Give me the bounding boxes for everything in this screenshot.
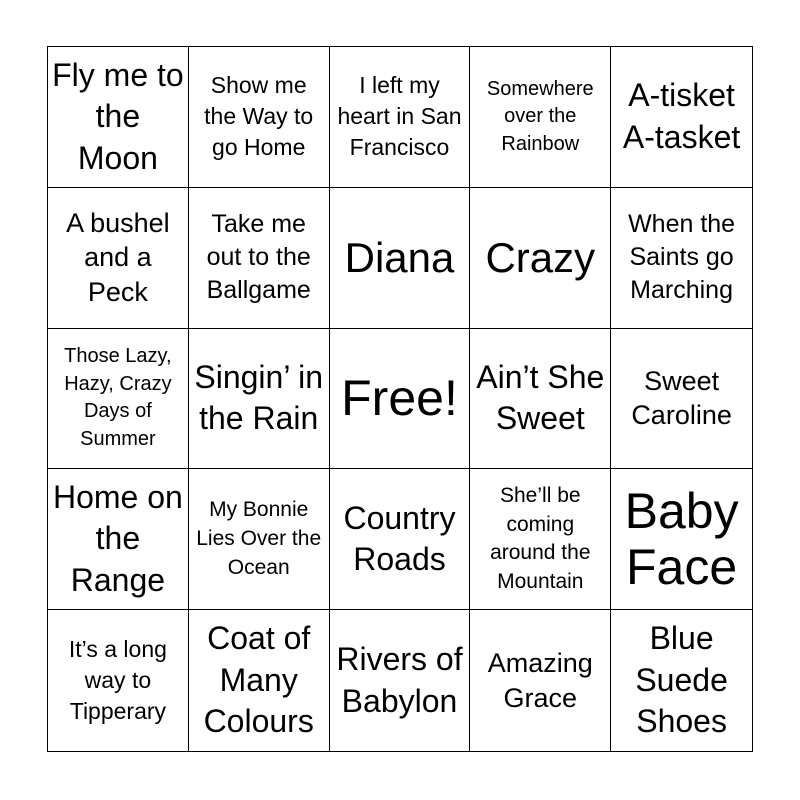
bingo-cell[interactable]: Amazing Grace	[470, 610, 611, 751]
bingo-cell[interactable]: A-tisket A-tasket	[611, 47, 752, 188]
bingo-cell[interactable]: Show me the Way to go Home	[189, 47, 330, 188]
free-space[interactable]: Free!	[330, 329, 471, 470]
bingo-cell[interactable]: Take me out to the Ballgame	[189, 188, 330, 329]
bingo-cell[interactable]: Somewhere over the Rainbow	[470, 47, 611, 188]
bingo-cell[interactable]: Singin’ in the Rain	[189, 329, 330, 470]
bingo-cell[interactable]: Baby Face	[611, 469, 752, 610]
bingo-cell[interactable]: Rivers of Babylon	[330, 610, 471, 751]
bingo-cell[interactable]: It’s a long way to Tipperary	[48, 610, 189, 751]
bingo-cell[interactable]: She’ll be coming around the Mountain	[470, 469, 611, 610]
bingo-cell[interactable]: My Bonnie Lies Over the Ocean	[189, 469, 330, 610]
bingo-cell[interactable]: Blue Suede Shoes	[635, 620, 728, 740]
bingo-cell[interactable]: When the Saints go Marching	[611, 188, 752, 329]
bingo-cell[interactable]: Ain’t She Sweet	[470, 329, 611, 470]
bingo-cell[interactable]: Crazy	[470, 188, 611, 329]
bingo-cell[interactable]: Those Lazy, Hazy, Crazy Days of Summer	[48, 329, 189, 470]
bingo-cell[interactable]: I left my heart in San Francisco	[330, 47, 471, 188]
bingo-cell[interactable]: Sweet Caroline	[611, 329, 752, 470]
bingo-cell[interactable]: Country Roads	[330, 469, 471, 610]
bingo-cell[interactable]: A bushel and a Peck	[48, 188, 189, 329]
bingo-cell[interactable]: Diana	[330, 188, 471, 329]
bingo-cell[interactable]: Fly me to the Moon	[48, 47, 189, 188]
bingo-cell[interactable]: Coat of Many Colours	[189, 610, 330, 751]
bingo-card	[47, 46, 753, 752]
bingo-cell[interactable]: Home on the Range	[48, 469, 189, 610]
